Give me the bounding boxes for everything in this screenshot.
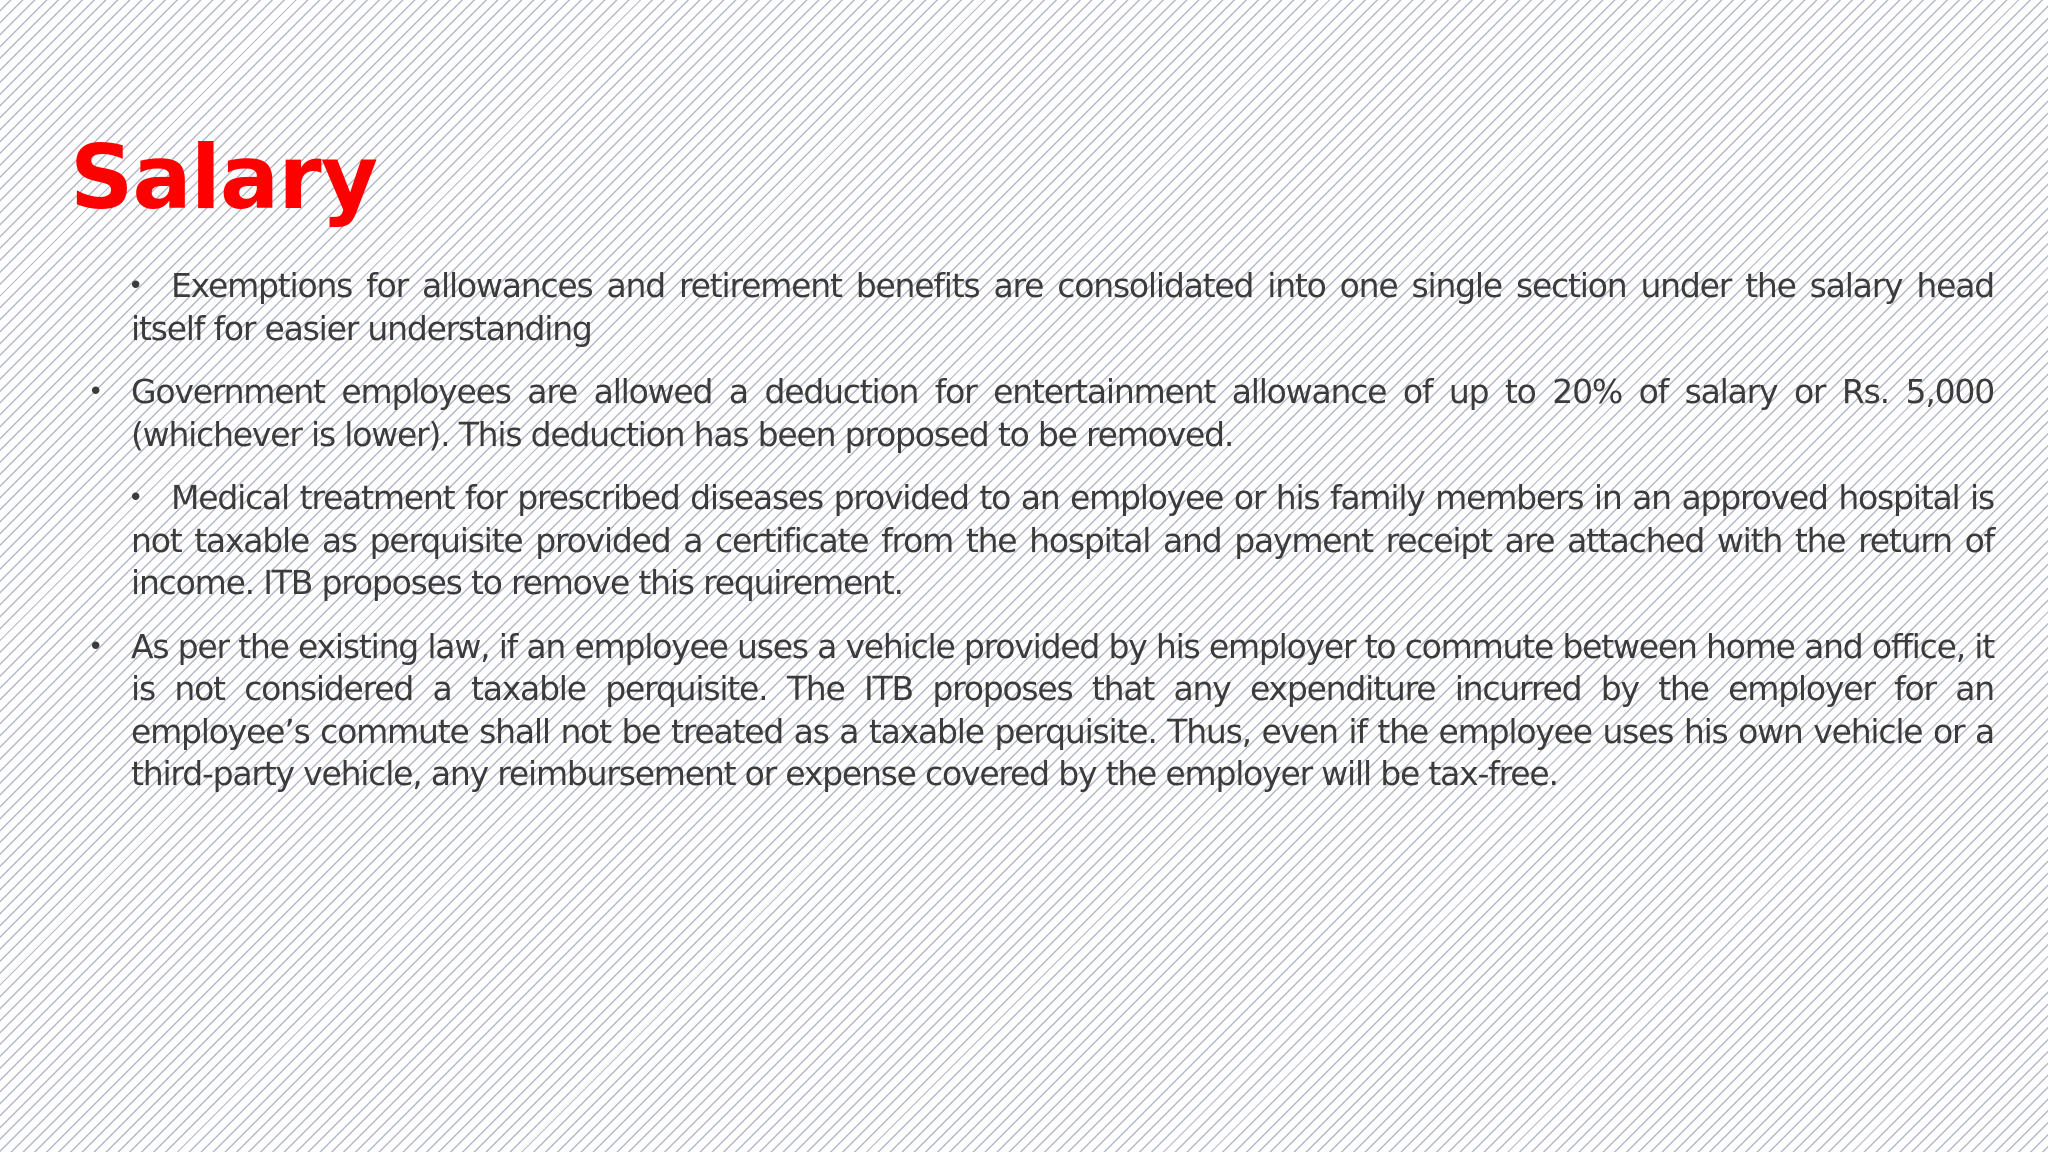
bullet-item-exemptions: • Exemptions for allowances and retirement benefits are consolidated into one single section under the salary head itself for easier understanding — [131, 265, 1994, 350]
slide-title: Salary — [70, 126, 378, 229]
bullet-item-entertainment-allowance: • Government employees are allowed a deduction for entertainment allowance of up to 20% of salary or Rs. 5,000 (whichever is lower). This deduction has been proposed to be removed. — [131, 371, 1994, 456]
bullet-item-medical-treatment: • Medical treatment for prescribed diseases provided to an employee or his family members in an approved hospital is not taxable as perquisite provided a certificate from the hospital and payment receipt are attached with the return of income. ITB proposes to remove this requirement. — [131, 477, 1994, 605]
bullet-item-vehicle-commute: • As per the existing law, if an employee uses a vehicle provided by his employer to commute between home and office, it is not considered a taxable perquisite. The ITB proposes that any expenditure incurred by the employer for an employee’s commute shall not be treated as a taxable perquisite. Thus, even if the employee uses his own vehicle or a third-party vehicle, any reimbursement or expense covered by the employer will be tax-free. — [131, 626, 1994, 796]
bullet-list — [131, 265, 1994, 817]
